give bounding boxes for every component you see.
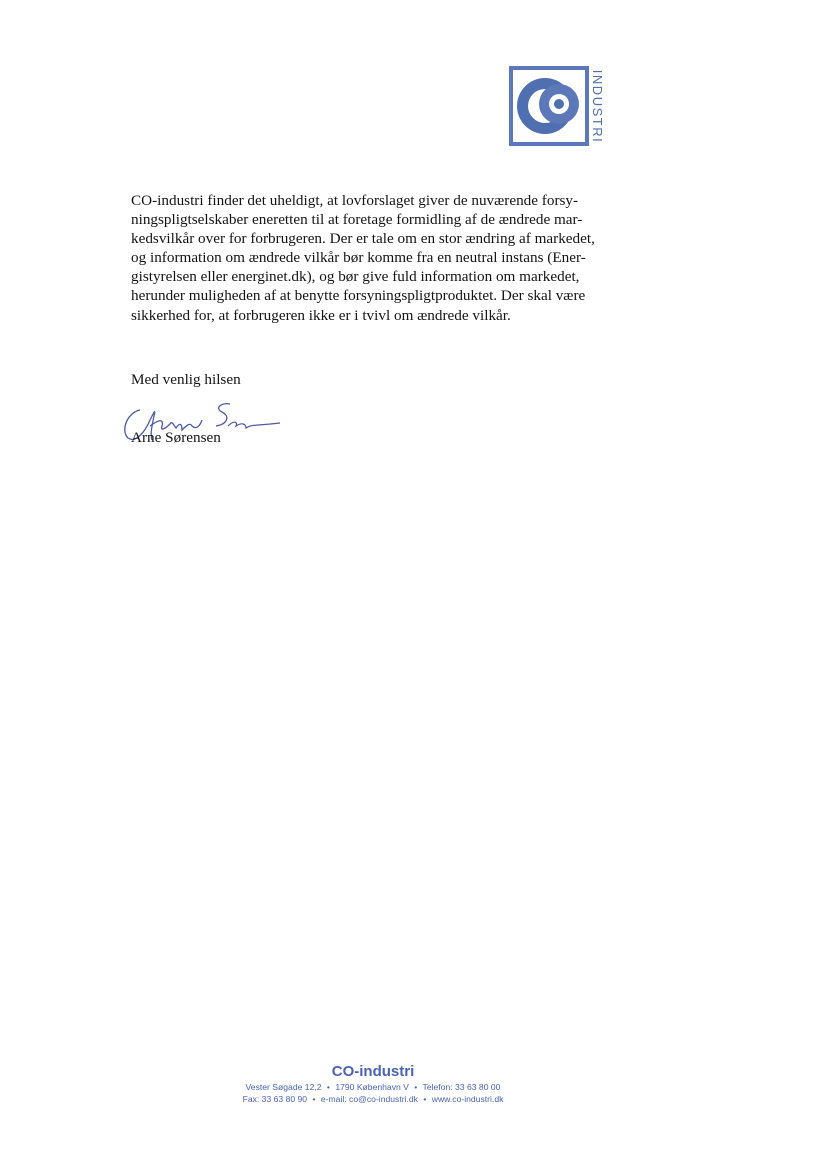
footer-separator: • [423,1094,427,1104]
paragraph-line: sikkerhed for, at forbrugeren ikke er i tvivl om ændrede vilkår. [131,306,511,324]
footer-address: Vester Søgade 12,2 [245,1082,322,1092]
page-footer [0,1063,746,1105]
footer-company-name: CO-industri [331,1063,415,1080]
paragraph-line: CO-industri finder det uheldigt, at lovforslaget giver de nuværende forsy- [131,192,579,209]
footer-email: e-mail: co@co-industri.dk [320,1094,418,1104]
logo-word-text: INDUSTRI [590,69,606,143]
footer-website: www.co-industri.dk [431,1094,504,1104]
logo-wordmark [589,66,607,146]
footer-separator: • [312,1094,316,1104]
footer-contact-line [0,1093,746,1105]
footer-separator: • [326,1082,330,1092]
closing-salutation: Med venlig hilsen [131,371,241,388]
paragraph-line: herunder muligheden af at benytte forsyningspligtproduktet. Der skal være [131,287,586,305]
footer-city: 1790 København V [335,1082,409,1092]
signer-name: Arne Sørensen [131,429,221,446]
paragraph-line: og information om ændrede vilkår bør komme fra en neutral instans (Ener- [131,249,586,267]
footer-phone: Telefon: 33 63 80 00 [422,1082,501,1092]
footer-separator: • [414,1082,418,1092]
paragraph-line: ningspligtselskaber eneretten til at foretage formidling af de ændrede mar- [131,211,583,229]
letter-paragraph [131,191,631,325]
paragraph-line: kedsvilkår over for forbrugeren. Der er tale om en stor ændring af markedet, [131,230,595,248]
paragraph-line: gistyrelsen eller energinet.dk), og bør give fuld information om markedet, [131,268,580,286]
footer-fax: Fax: 33 63 80 90 [242,1094,308,1104]
footer-address-line [0,1081,746,1093]
